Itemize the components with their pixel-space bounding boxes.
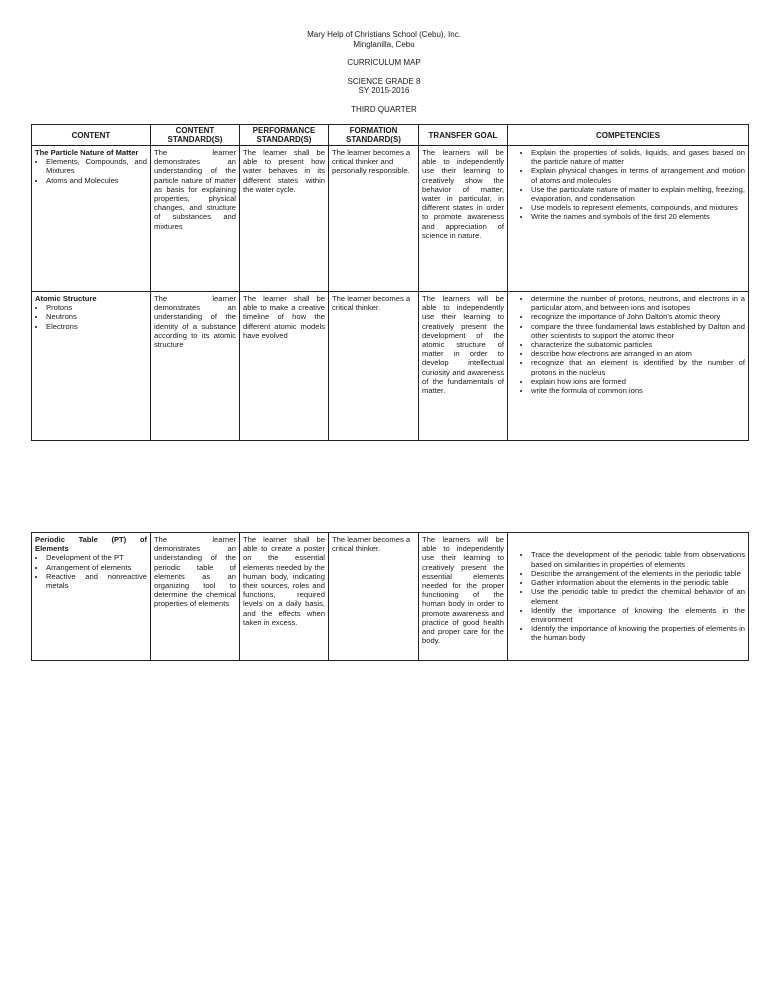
competency-item: • recognize that an element is identified by the number of protons in the nucleus [531,358,745,376]
document-title: CURRICULUM MAP [347,58,421,67]
competency-item: • Write the names and symbols of the first 20 elements [531,212,745,221]
competency-item: • Explain the properties of solids, liquids, and gases based on the particle nature of matter [531,148,745,166]
topic-title: Periodic Table (PT) of Elements [35,535,147,554]
column-header-content: CONTENT [32,125,151,146]
table-header-row [32,125,749,146]
performance-standard-cell: The learner shall be able to present how water behaves in its different states within the water cycle. [240,146,329,292]
competency-item: • Identify the importance of knowing the elements in the environment [531,606,745,624]
competency-item: • Describe the arrangement of the elements in the periodic table [531,569,745,578]
curriculum-table-continued [31,532,749,661]
school-location: Minglanilla, Cebu [353,39,415,49]
column-header-formation-standard: FORMATION STANDARD(S) [329,125,419,146]
competencies-cell [508,292,749,441]
competency-item: • Identify the importance of knowing the properties of elements in the human body [531,624,745,642]
topic-title: Atomic Structure [35,294,97,303]
curriculum-table [31,124,749,441]
competency-item: • characterize the subatomic particles [531,340,745,349]
subtopic-item: • Development of the PT [46,553,147,562]
competency-list [511,294,745,395]
quarter-label: THIRD QUARTER [351,104,417,114]
competency-list [511,148,745,222]
subtopic-item: • Protons [46,303,147,312]
subtopic-list [35,157,147,185]
formation-standard-cell: The learner becomes a critical thinker and personally responsible. [329,146,419,292]
school-year: SY 2015-2016 [358,86,410,95]
table-row [32,146,749,292]
school-name: Mary Help of Christians School (Cebu), Inc. [307,30,461,39]
competency-item: • Use models to represent elements, compounds, and mixtures [531,203,745,212]
subject-grade: SCIENCE GRADE 8 [347,76,421,86]
subtopic-list [35,303,147,331]
document-header [0,30,768,114]
content-cell [32,146,151,292]
competency-item: • describe how electrons are arranged in an atom [531,349,745,358]
competency-item: • Gather information about the elements in the periodic table [531,578,745,587]
competency-item: • write the formula of common ions [531,386,745,395]
column-header-competencies: COMPETENCIES [508,125,749,146]
column-header-performance-standard: PERFORMANCE STANDARD(S) [240,125,329,146]
formation-standard-cell: The learner becomes a critical thinker. [329,533,419,661]
transfer-goal-cell: The learners will be able to independently use their learning to creatively present the development of the atomic structure of matter in order to develop intellectual curiosity and awareness of the fundamentals of matter. [419,292,508,441]
transfer-goal-cell: The learners will be able to independently use their learning to creatively present the essential elements needed for the proper functioning of the human body in order to promote awareness and practice of good health and proper care for the body. [419,533,508,661]
content-cell [32,533,151,661]
performance-standard-cell: The learner shall be able to make a creative timeline of how the different atomic models have evolved [240,292,329,441]
performance-standard-cell: The learner shall be able to create a poster on the essential elements needed by the human body, indicating their sources, roles and functions, required levels on a daily basis, and the effects when taken in excess. [240,533,329,661]
subtopic-item: • Neutrons [46,312,147,321]
table-row [32,292,749,441]
competency-item: • determine the number of protons, neutrons, and electrons in a particular atom, and between ions and isotopes [531,294,745,312]
subtopic-item: • Electrons [46,322,147,331]
competencies-cell [508,533,749,661]
transfer-goal-cell: The learners will be able to independently use their learning to creatively show the behavior of matter, water in particular, in different states in order to promote awareness and appreciation of science in nature. [419,146,508,292]
competency-item: • Use the periodic table to predict the chemical behavior of an element [531,587,745,605]
competency-item: • compare the three fundamental laws established by Dalton and other scientists to support the atomic theor [531,322,745,340]
competency-list [511,550,745,642]
competencies-cell [508,146,749,292]
formation-standard-cell: The learner becomes a critical thinker. [329,292,419,441]
subtopic-item: • Elements, Compounds, and Mixtures [46,157,147,175]
competency-item: • Trace the development of the periodic table from observations based on similarities in properties of elements [531,550,745,568]
subtopic-item: • Atoms and Molecules [46,176,147,185]
content-cell [32,292,151,441]
competency-item: • Explain physical changes in terms of arrangement and motion of atoms and molecules [531,166,745,184]
subtopic-list [35,553,147,590]
competency-item: • Use the particulate nature of matter to explain melting, freezing, evaporation, and condensation [531,185,745,203]
content-standard-cell: The learner demonstrates an understanding of the identity of a substance according to its atomic structure [151,292,240,441]
subtopic-item: • Reactive and nonreactive metals [46,572,147,590]
content-standard-cell: The learner demonstrates an understanding of the particle nature of matter as basis for explaining properties, physical changes, and structure of substances and mixtures [151,146,240,292]
competency-item: • recognize the importance of John Dalton's atomic theory [531,312,745,321]
competency-item: • explain how ions are formed [531,377,745,386]
column-header-transfer-goal: TRANSFER GOAL [419,125,508,146]
column-header-content-standard: CONTENT STANDARD(S) [151,125,240,146]
topic-title: The Particle Nature of Matter [35,148,139,157]
content-standard-cell: The learner demonstrates an understanding of the periodic table of elements as an organizing tool to determine the chemical properties of elements [151,533,240,661]
subtopic-item: • Arrangement of elements [46,563,147,572]
table-row [32,533,749,661]
